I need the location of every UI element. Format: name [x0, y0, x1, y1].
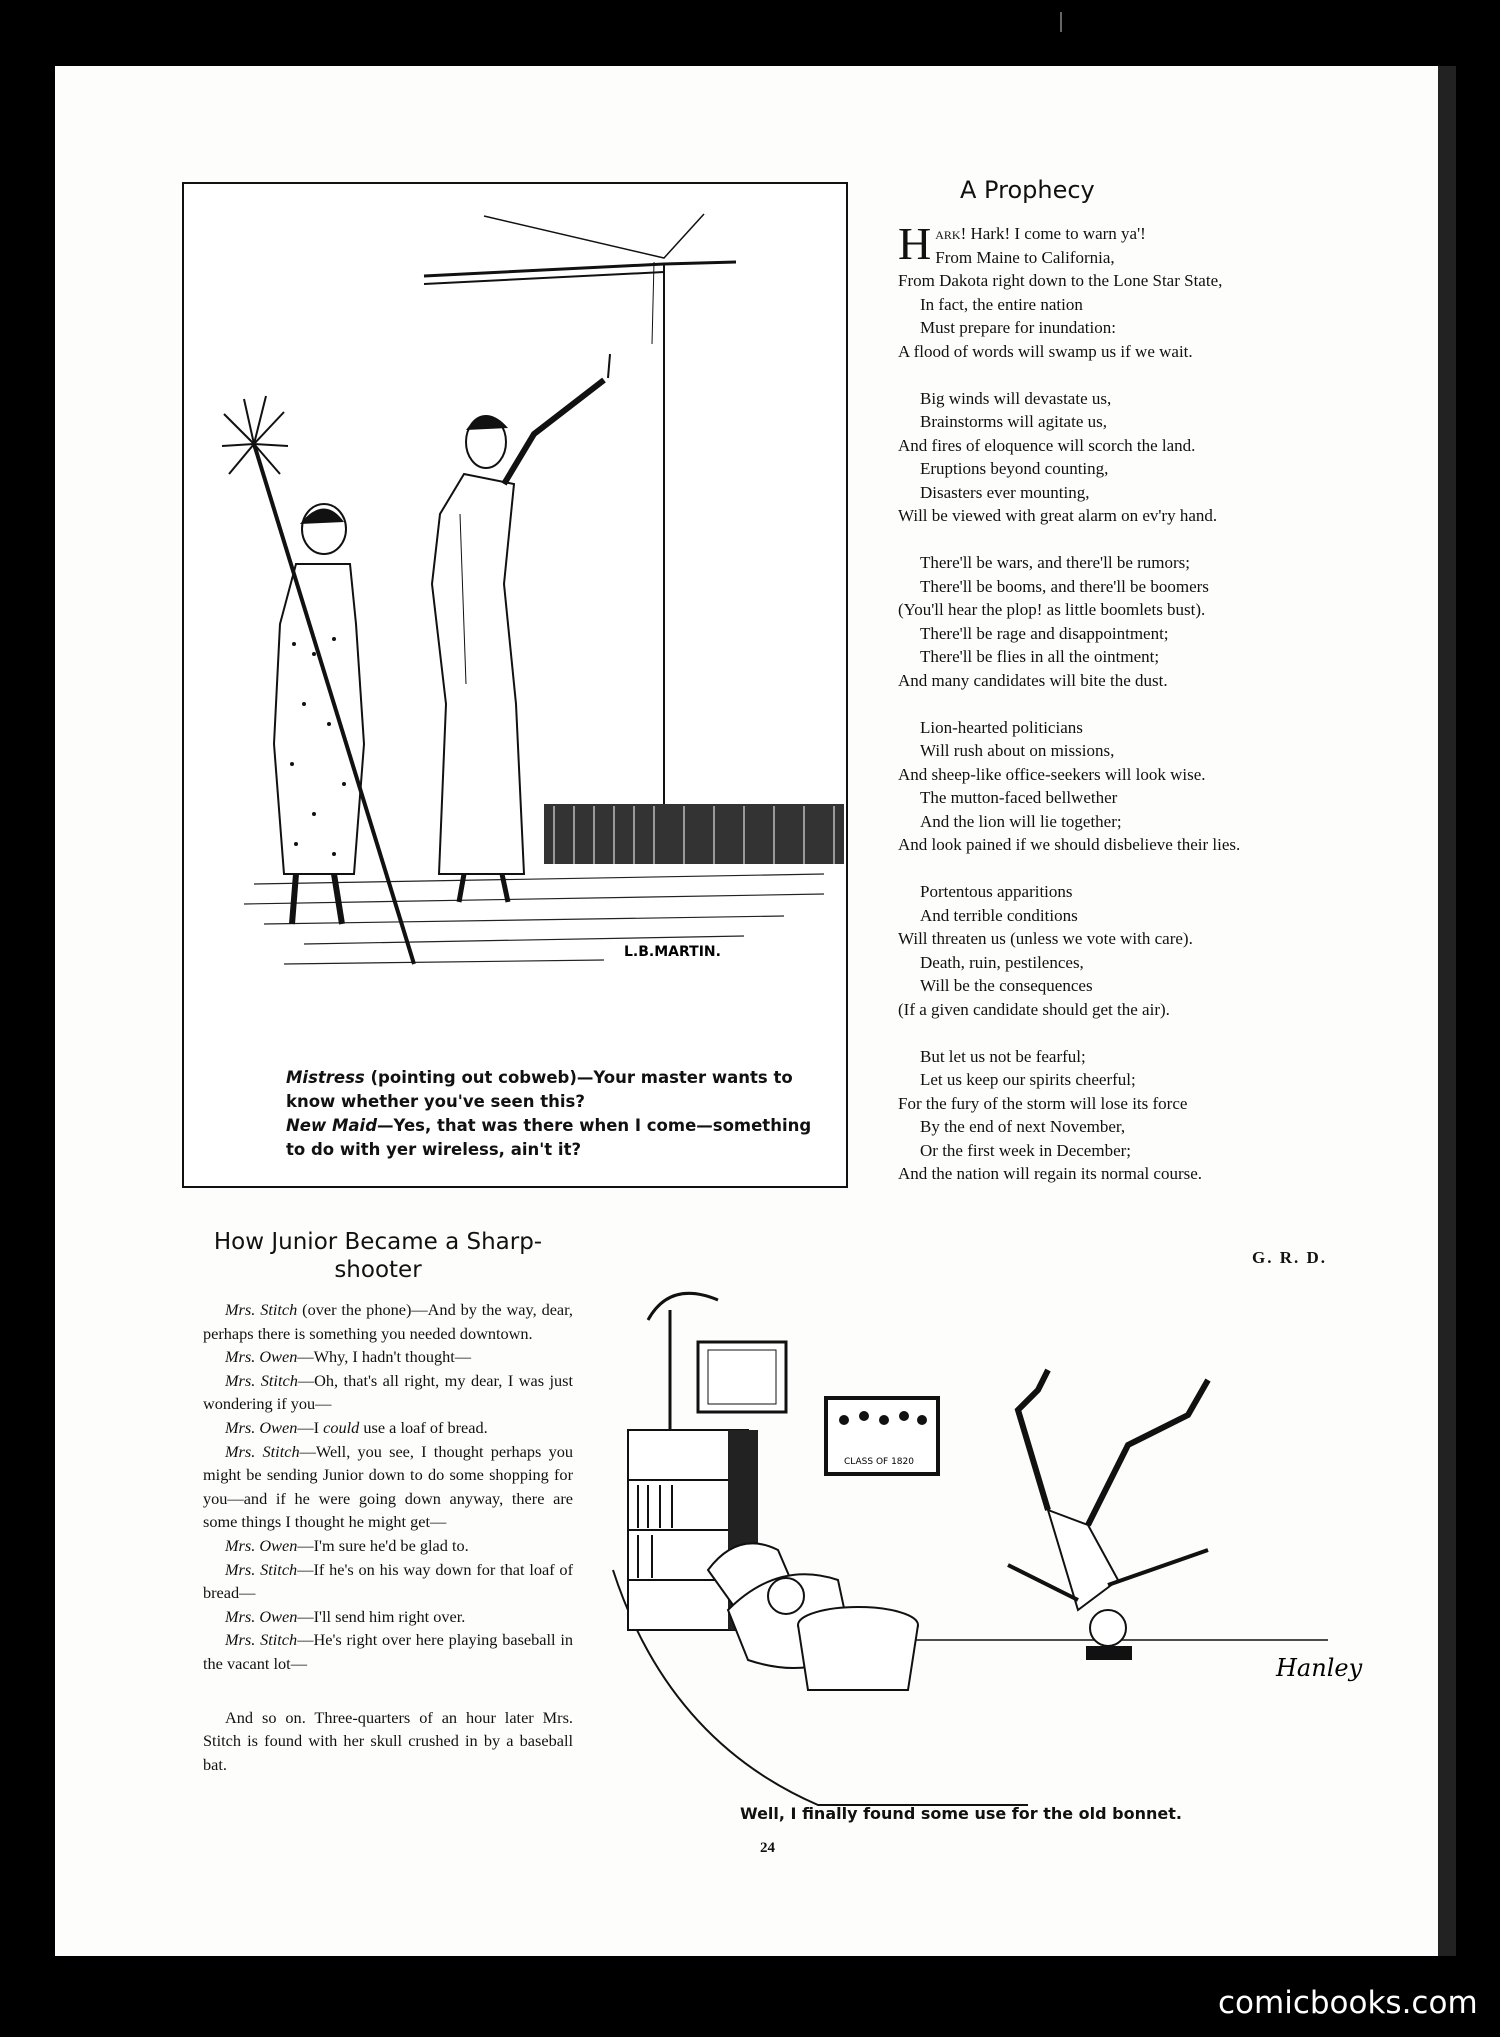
bonnet-cartoon: [608, 1280, 1368, 1810]
closing-paragraph: And so on. Three-quarters of an hour later Mrs. Stitch is found with her skull crushed in by a baseball bat.: [203, 1707, 573, 1774]
poem-title: A Prophecy: [960, 176, 1095, 204]
poem-line: In fact, the entire nation: [920, 294, 1083, 314]
poem-line: There'll be rage and disappointment;: [920, 623, 1169, 643]
poem-line: And look pained if we should disbelieve their lies.: [898, 835, 1241, 854]
article-body: [203, 1298, 573, 1776]
poem-line: Let us keep our spirits cheerful;: [920, 1070, 1136, 1089]
poem-line: There'll be flies in all the ointment;: [920, 647, 1160, 666]
poem-line: And the lion will lie together;: [920, 811, 1122, 831]
poem-line: And the nation will regain its normal course.: [898, 1164, 1203, 1183]
dialogue-line: [203, 1298, 573, 1345]
poem-stanza: [898, 551, 1348, 692]
scan-mark: [1060, 12, 1062, 32]
dialogue-text: —Why, I hadn't thought—: [297, 1347, 472, 1367]
scan-border: [1456, 66, 1500, 1956]
caption-speaker: Mistress: [286, 1068, 365, 1087]
speaker-name: Mrs. Stitch: [225, 1441, 300, 1461]
poem-line: Brainstorms will agitate us,: [920, 412, 1107, 431]
poem-stanza: [898, 218, 1348, 363]
poem-line: But let us not be fearful;: [920, 1046, 1086, 1066]
speaker-name: Mrs. Owen: [225, 1347, 298, 1367]
dialogue-text: —I'm sure he'd be glad to.: [297, 1535, 469, 1555]
dialogue-line: [203, 1416, 573, 1440]
poem-line: There'll be wars, and there'll be rumors;: [920, 553, 1190, 572]
poem-line: By the end of next November,: [920, 1117, 1126, 1136]
poem-smallcaps: ark!: [935, 224, 967, 243]
page-number: 24: [760, 1840, 775, 1856]
poem-line: Will threaten us (unless we vote with care).: [898, 929, 1193, 948]
poem-line: Must prepare for inundation:: [920, 318, 1116, 337]
poem-line: (If a given candidate should get the air).: [898, 999, 1170, 1019]
dialogue-text: —I'll send him right over.: [297, 1606, 466, 1626]
dialogue-text: —Oh, that's all right, my dear, I was just wondering if you—: [203, 1370, 574, 1414]
dialogue-line: [203, 1369, 573, 1416]
poem-line: There'll be booms, and there'll be boomers: [920, 576, 1209, 596]
poem-line: Will rush about on missions,: [920, 741, 1115, 760]
photo-frame-text: CLASS OF 1820: [844, 1457, 914, 1467]
poem-line: (You'll hear the plop! as little boomlets bust).: [898, 600, 1206, 619]
poem-line: The mutton-faced bellwether: [920, 788, 1118, 807]
poem-stanza: [898, 1045, 1348, 1186]
poem-line: And sheep-like office-seekers will look wise.: [898, 764, 1206, 784]
speaker-name: Mrs. Owen: [225, 1606, 298, 1626]
speaker-name: Mrs. Owen: [225, 1417, 298, 1437]
dialogue-text: (over the phone)—And by the way, dear, perhaps there is something you needed downtown.: [203, 1300, 574, 1343]
poem-stanza: [898, 387, 1348, 528]
speaker-name: Mrs. Stitch: [225, 1370, 298, 1390]
poem-line-text: Hark! I come to warn ya'!: [966, 224, 1146, 243]
poem-line: And terrible conditions: [920, 905, 1078, 925]
paragraph-gap: [203, 1676, 573, 1706]
poem-stanza: [898, 716, 1348, 857]
drop-cap: H: [898, 218, 932, 269]
poem-line: Or the first week in December;: [920, 1140, 1131, 1160]
poem-stanza: [898, 880, 1348, 1021]
speaker-name: Mrs. Stitch: [225, 1559, 298, 1579]
dialogue-line: [203, 1534, 573, 1558]
book-spine: [1438, 66, 1456, 1956]
poem-body: [898, 218, 1348, 1209]
poem-line: From Maine to California,: [935, 247, 1115, 267]
dialogue-text: —Well, you see, I thought perhaps you might be sending Junior down to do some shopping for you—and if he were going down anyway, there are some things I thought he might get—: [203, 1441, 574, 1532]
artist-signature: Hanley: [1276, 1654, 1363, 1682]
caption-speaker: New Maid: [286, 1116, 378, 1135]
poem-line: Will be the consequences: [920, 976, 1093, 995]
poem-line: Will be viewed with great alarm on ev'ry hand.: [898, 506, 1218, 525]
poem-line: From Dakota right down to the Lone Star State,: [898, 271, 1223, 290]
dialogue-text: —I: [297, 1417, 324, 1437]
artist-signature: L.B.MARTIN.: [624, 944, 721, 960]
poem-line: Disasters ever mounting,: [920, 482, 1090, 502]
speaker-name: Mrs. Stitch: [225, 1300, 298, 1319]
dialogue-line: [203, 1628, 573, 1675]
dialogue-text: —He's right over here playing baseball in the vacant lot—: [203, 1630, 574, 1673]
dialogue-line: [203, 1558, 573, 1605]
dialogue-text: use a loaf of bread.: [359, 1417, 488, 1437]
caption-text: —Yes, that was there when I come—something to do with yer wireless, ain't it?: [286, 1116, 812, 1159]
bonnet-caption: Well, I finally found some use for the old bonnet.: [740, 1804, 1182, 1823]
caption-text: (pointing out cobweb)—Your master wants to know whether you've seen this?: [286, 1068, 793, 1111]
poem-line: Death, ruin, pestilences,: [920, 952, 1084, 972]
poem-line: A flood of words will swamp us if we wait.: [898, 341, 1193, 361]
emphasis: could: [323, 1417, 360, 1437]
cobweb-caption: [254, 1066, 834, 1162]
poem-line: Portentous apparitions: [920, 882, 1073, 901]
dialogue-text: —If he's on his way down for that loaf of bread—: [203, 1559, 573, 1603]
dialogue-line: [203, 1605, 573, 1629]
dialogue-line: [203, 1440, 573, 1534]
poem-line: Big winds will devastate us,: [920, 388, 1112, 408]
poem-line: And many candidates will bite the dust.: [898, 670, 1168, 690]
poem-line: Lion-hearted politicians: [920, 717, 1083, 737]
dialogue-line: [203, 1345, 573, 1369]
cobweb-cartoon: [182, 182, 848, 1188]
speaker-name: Mrs. Stitch: [225, 1630, 298, 1650]
watermark: comicbooks.com: [1218, 1985, 1478, 2021]
cobweb-illustration: [184, 184, 846, 1054]
poem-signature: G. R. D.: [1252, 1248, 1328, 1267]
poem-line: And fires of eloquence will scorch the land.: [898, 435, 1196, 455]
article-title: How Junior Became a Sharp-shooter: [213, 1229, 543, 1283]
speaker-name: Mrs. Owen: [225, 1535, 298, 1555]
poem-line: Eruptions beyond counting,: [920, 459, 1109, 478]
poem-line: For the fury of the storm will lose its force: [898, 1093, 1188, 1113]
